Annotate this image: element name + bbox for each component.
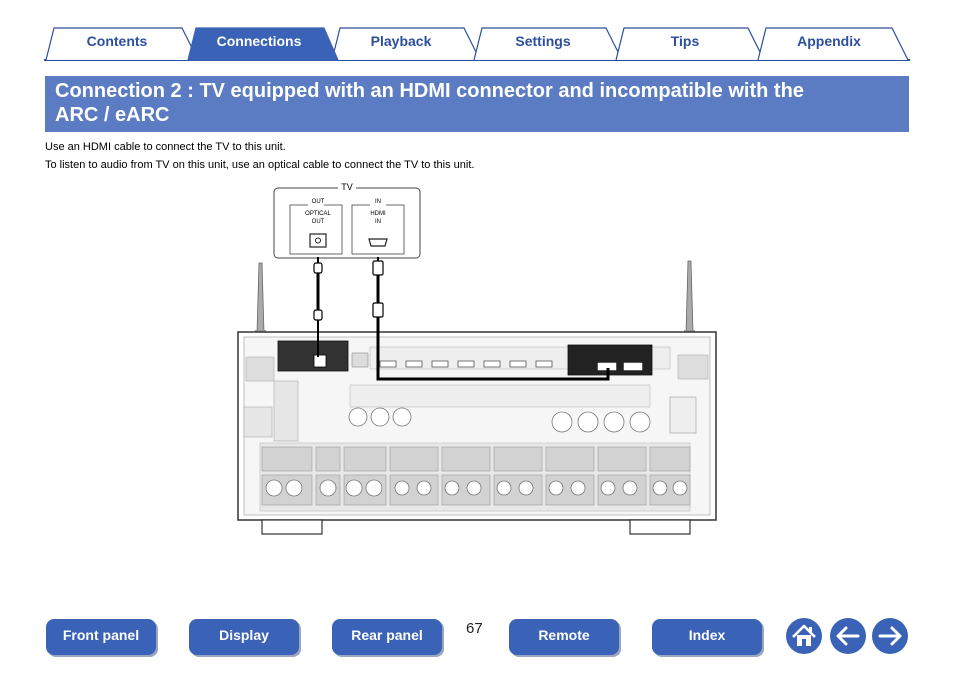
instructions — [45, 138, 474, 174]
optical-port-icon — [310, 234, 326, 247]
page-number: 67 — [466, 620, 483, 637]
title-line-1: Connection 2 : TV equipped with an HDMI connector and incompatible with the — [55, 80, 804, 102]
tab-settings[interactable]: Settings — [515, 33, 571, 49]
tab-connections[interactable]: Connections — [216, 33, 302, 49]
in-label: IN — [375, 199, 381, 205]
tv-label: TV — [341, 182, 353, 192]
tab-playback[interactable]: Playback — [370, 33, 432, 49]
page-title — [55, 79, 899, 127]
section-title-banner — [45, 76, 909, 132]
receiver-rear-panel — [238, 332, 716, 534]
front-panel-button[interactable]: Front panel — [46, 619, 156, 655]
back-arrow-icon — [829, 617, 867, 655]
tab-contents[interactable]: Contents — [86, 33, 148, 49]
top-tab-bar — [44, 26, 910, 62]
optical-label: OPTICAL — [305, 211, 331, 217]
optical-in-port-icon — [314, 355, 326, 367]
optical-out-label: OUT — [311, 219, 325, 225]
connection-diagram-figure — [230, 175, 730, 545]
instruction-line-1: Use an HDMI cable to connect the TV to this unit. — [45, 141, 286, 153]
instruction-line-2: To listen to audio from TV on this unit, use an optical cable to connect the TV to this unit. — [45, 159, 475, 171]
index-button[interactable]: Index — [652, 619, 762, 655]
back-button[interactable] — [829, 617, 867, 655]
hdmi-in-label: IN — [375, 219, 381, 225]
forward-arrow-icon — [871, 617, 909, 655]
display-button[interactable]: Display — [189, 619, 299, 655]
tab-appendix[interactable]: Appendix — [797, 33, 861, 49]
remote-button[interactable]: Remote — [509, 619, 619, 655]
out-label: OUT — [311, 199, 325, 205]
title-line-2: ARC / eARC — [55, 104, 170, 126]
tv-panel — [274, 182, 420, 258]
tab-tips[interactable]: Tips — [670, 33, 700, 49]
forward-button[interactable] — [871, 617, 909, 655]
home-icon — [785, 617, 823, 655]
hdmi-label: HDMI — [370, 211, 386, 217]
rear-panel-button[interactable]: Rear panel — [332, 619, 442, 655]
connection-diagram — [230, 175, 730, 545]
home-button[interactable] — [785, 617, 823, 655]
power-inlet-icon — [670, 397, 696, 433]
hdmi-port-icon — [369, 239, 387, 246]
